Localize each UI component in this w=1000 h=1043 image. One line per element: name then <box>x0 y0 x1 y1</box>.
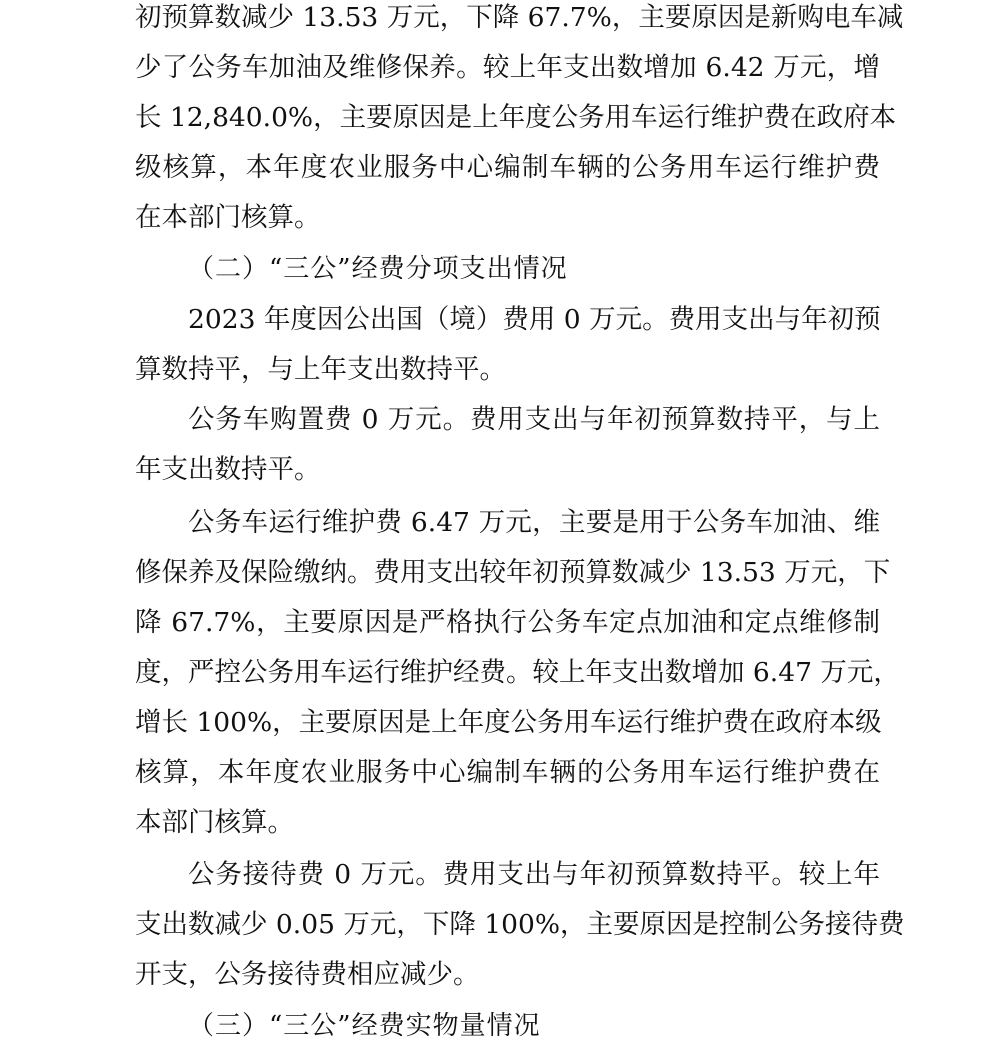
section-heading: （三）“三公”经费实物量情况 <box>188 1011 541 1041</box>
paragraph-line: 级核算，本年度农业服务中心编制车辆的公务用车运行维护费 <box>135 152 880 183</box>
paragraph-line: 少了公务车加油及维修保养。较上年支出数增加 6.42 万元，增 <box>135 52 880 83</box>
paragraph-line: 核算，本年度农业服务中心编制车辆的公务用车运行维护费在 <box>135 757 880 788</box>
paragraph-line: 2023 年度因公出国（境）费用 0 万元。费用支出与年初预 <box>188 304 881 335</box>
paragraph-line: 度，严控公务用车运行维护经费。较上年支出数增加 6.47 万元， <box>135 657 900 688</box>
paragraph-line: 初预算数减少 13.53 万元，下降 67.7%，主要原因是新购电车减 <box>135 2 904 33</box>
paragraph-line: 增长 100%，主要原因是上年度公务用车运行维护费在政府本级 <box>135 707 882 738</box>
paragraph-line: 年支出数持平。 <box>135 454 321 485</box>
paragraph-line: 公务车购置费 0 万元。费用支出与年初预算数持平，与上 <box>188 404 880 435</box>
section-heading: （二）“三公”经费分项支出情况 <box>188 254 568 284</box>
paragraph-line: 公务车运行维护费 6.47 万元，主要是用于公务车加油、维 <box>188 507 880 538</box>
paragraph-line: 本部门核算。 <box>135 807 294 838</box>
paragraph-line: 长 12,840.0%，主要原因是上年度公务用车运行维护费在政府本 <box>135 102 897 133</box>
paragraph-line: 开支，公务接待费相应减少。 <box>135 959 480 990</box>
paragraph-line: 降 67.7%，主要原因是严格执行公务车定点加油和定点维修制 <box>135 607 880 638</box>
paragraph-line: 公务接待费 0 万元。费用支出与年初预算数持平。较上年 <box>188 859 880 890</box>
paragraph-line: 在本部门核算。 <box>135 202 321 233</box>
paragraph-line: 算数持平，与上年支出数持平。 <box>135 354 506 385</box>
paragraph-line: 支出数减少 0.05 万元，下降 100%，主要原因是控制公务接待费 <box>135 909 905 940</box>
paragraph-line: 修保养及保险缴纳。费用支出较年初预算数减少 13.53 万元，下 <box>135 557 891 588</box>
